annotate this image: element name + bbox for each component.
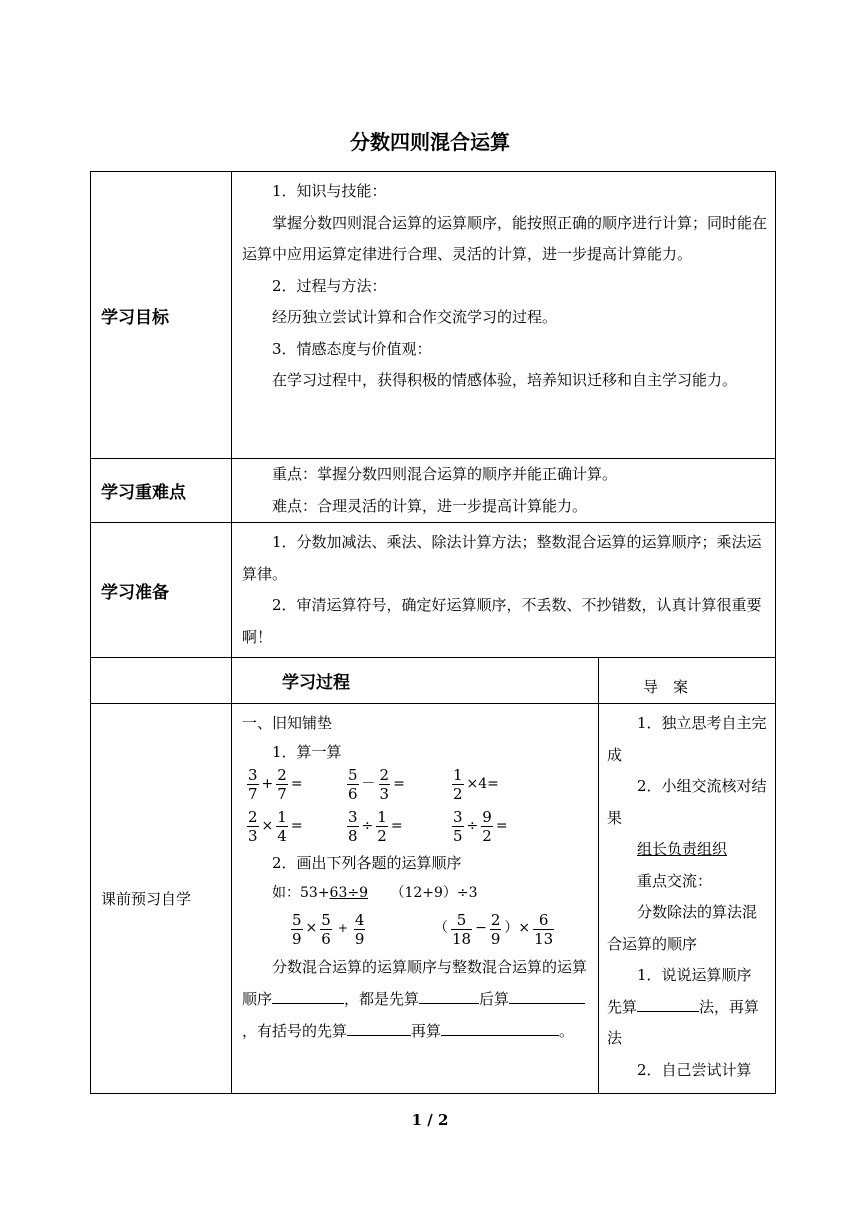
step-1: 1．算一算	[272, 742, 342, 761]
exercise	[246, 766, 346, 803]
fraction: $\frac{9}{2}$	[482, 808, 492, 845]
blank-1[interactable]	[272, 989, 344, 1004]
key-point-line: 重点：掌握分数四则混合运算的顺序并能正确计算。	[272, 465, 618, 483]
exercise-row-1	[242, 764, 590, 806]
paragraph-text: 分数混合运算的运算顺序与整数混合运算的运算顺序	[242, 958, 588, 1008]
preparation-line: 1．分数加减法、乘法、除法计算方法；整数混合运算的运算顺序；乘法运算律。	[242, 533, 762, 583]
exercise	[290, 911, 432, 948]
key-point-line: 难点：合理灵活的计算，进一步提高计算能力。	[272, 496, 588, 515]
fraction: $\frac{6}{13}$	[534, 910, 554, 948]
guide-line: 重点交流：	[637, 871, 713, 890]
example-text-2: （12+9）÷3	[390, 885, 478, 901]
objectives-label: 学习目标	[91, 172, 232, 459]
fraction: $\frac{2}{3}$	[248, 808, 258, 845]
preparation-label: 学习准备	[91, 523, 232, 658]
process-content	[232, 704, 599, 1094]
exercise	[451, 766, 551, 803]
exercise	[346, 766, 451, 803]
fraction: $\frac{3}{5}$	[453, 808, 463, 845]
preview-row	[91, 704, 776, 1094]
guide-line: 2．小组交流核对结果	[607, 777, 767, 827]
lesson-table	[90, 171, 776, 1094]
guide-underlined: 组长负责组织	[637, 840, 728, 858]
key-points-content	[232, 459, 776, 523]
fraction: $\frac{2}{3}$	[379, 766, 390, 803]
operator: ×	[305, 920, 318, 937]
blank-2[interactable]	[419, 989, 479, 1004]
page-number: 1 / 2	[411, 1111, 449, 1129]
page-title: 分数四则混合运算	[350, 130, 510, 154]
preview-label: 课前预习自学	[91, 704, 232, 1094]
paragraph-text: 再算	[411, 1022, 442, 1040]
blank-5[interactable]	[441, 1021, 559, 1036]
fraction: $\frac{3}{7}$	[248, 766, 258, 803]
equals-sign: =	[390, 817, 403, 834]
equals-sign: =	[290, 775, 303, 792]
guide-text: 先算	[607, 997, 638, 1016]
order-example	[242, 879, 590, 907]
bracket: （	[434, 920, 448, 937]
guide-line	[607, 834, 767, 866]
paragraph-text: 后算	[479, 990, 510, 1008]
guide-blank[interactable]	[637, 997, 699, 1012]
key-points-label: 学习重难点	[91, 459, 232, 523]
process-header: 学习过程	[282, 673, 350, 693]
objectives-line: 掌握分数四则混合运算的运算顺序，能按照正确的顺序进行计算；同时能在运算中应用运算定律进行合理、灵活的计算，进一步提高计算能力。	[242, 213, 768, 263]
preparation-content	[232, 523, 776, 658]
fraction: $\frac{5}{6}$	[348, 766, 358, 803]
exercise	[346, 808, 451, 845]
objectives-line: 2．过程与方法：	[272, 276, 387, 295]
fill-in-paragraph	[242, 951, 590, 1047]
example-underlined: 63÷9	[329, 885, 368, 901]
fraction: $\frac{1}{2}$	[453, 766, 463, 803]
equals-sign: =	[495, 817, 508, 834]
operator: ×4=	[466, 775, 499, 792]
operator: －	[361, 775, 376, 792]
objectives-line: 在学习过程中，获得积极的情感体验，培养知识迁移和自主学习能力。	[272, 371, 738, 389]
section-heading: 一、旧知铺垫	[242, 714, 333, 732]
fraction: $\frac{1}{4}$	[277, 808, 287, 845]
blank-3[interactable]	[509, 989, 585, 1004]
example-text: 如：53+	[272, 885, 330, 901]
exercise-row-3	[242, 907, 590, 951]
preparation-line: 2．审清运算符号，确定好运算顺序，不丢数、不抄错数，认真计算很重要啊！	[242, 596, 762, 646]
fraction: $\frac{1}{2}$	[377, 808, 387, 845]
guide-line	[607, 992, 767, 1055]
operator: +	[337, 921, 348, 936]
operator: ）×	[504, 920, 531, 937]
objectives-content	[232, 172, 776, 459]
fraction: $\frac{5}{6}$	[321, 910, 331, 948]
exercise-row-2	[242, 806, 590, 848]
fraction: $\frac{5}{18}$	[452, 910, 472, 948]
operator: +	[261, 775, 274, 792]
empty-header-cell	[91, 658, 232, 704]
paragraph-text: ，都是先算	[344, 990, 420, 1008]
operator: −	[475, 920, 487, 937]
guide-line: 分数除法的算法混合运算的顺序	[607, 903, 758, 953]
fraction: $\frac{5}{9}$	[292, 910, 302, 948]
operator: ÷	[361, 817, 374, 834]
operator: ×	[261, 817, 274, 834]
process-header-row	[91, 658, 776, 704]
guide-header: 导 案	[643, 678, 689, 696]
guide-text: 法，再算法	[607, 997, 760, 1047]
blank-4[interactable]	[347, 1021, 411, 1036]
paragraph-text: ，有括号的先算	[242, 1022, 348, 1040]
fraction: $\frac{4}{9}$	[354, 910, 365, 948]
step-2: 2．画出下列各题的运算顺序	[272, 853, 462, 872]
objectives-row	[91, 172, 776, 459]
objectives-line: 经历独立尝试计算和合作交流学习的过程。	[272, 308, 558, 326]
equals-sign: =	[290, 817, 303, 834]
guide-line: 1．独立思考自主完成	[607, 714, 767, 764]
guide-line: 2．自己尝试计算	[637, 1060, 752, 1079]
fraction: $\frac{2}{9}$	[490, 910, 501, 948]
exercise	[246, 808, 346, 845]
exercise	[451, 808, 551, 845]
equals-sign: =	[393, 775, 405, 792]
objectives-line: 3．情感态度与价值观：	[272, 339, 432, 358]
guide-line: 1．说说运算顺序	[637, 966, 752, 984]
guide-content	[599, 704, 776, 1094]
operator: ÷	[466, 817, 479, 834]
objectives-line: 1．知识与技能：	[272, 182, 387, 200]
paragraph-text: 。	[559, 1022, 575, 1040]
fraction: $\frac{2}{7}$	[277, 766, 287, 803]
key-points-row	[91, 459, 776, 523]
exercise	[432, 911, 562, 948]
fraction: $\frac{3}{8}$	[348, 808, 358, 845]
preparation-row	[91, 523, 776, 658]
